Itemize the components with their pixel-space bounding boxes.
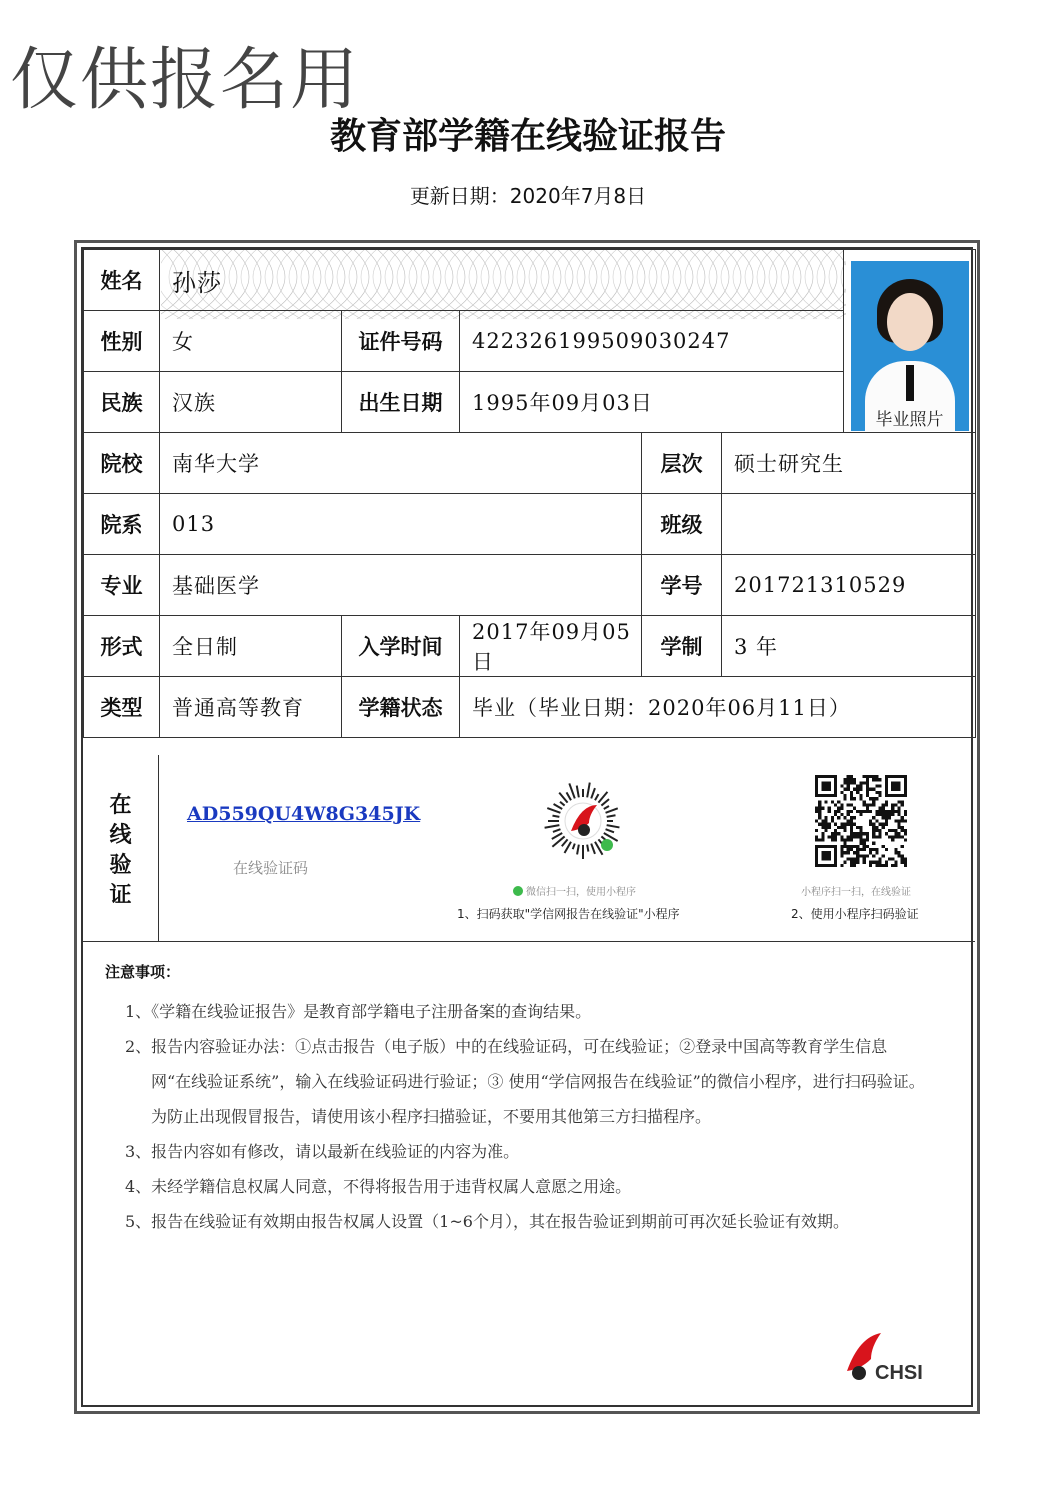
wechat-mini-program-code-icon: [537, 775, 629, 867]
chsi-logo-text: CHSI: [875, 1362, 923, 1384]
value-ethnicity: 汉族: [160, 372, 342, 433]
value-department: 013: [160, 494, 642, 555]
report-title: 教育部学籍在线验证报告: [329, 116, 726, 157]
notes-title: 注意事项：: [105, 963, 181, 981]
wechat-scan-hint: [513, 883, 636, 898]
label-department: 院系: [84, 494, 160, 555]
label-duration: 学制: [642, 616, 722, 677]
label-school: 院校: [84, 433, 160, 494]
student-info-table: [83, 249, 976, 738]
online-verify-section: [83, 755, 975, 942]
note-item: 4、未经学籍信息权属人同意，不得将报告用于违背权属人意愿之用途。: [125, 1177, 632, 1196]
label-ethnicity: 民族: [84, 372, 160, 433]
value-birth-date: 1995年09月03日: [460, 372, 844, 433]
verify-code-label: 在线验证码: [233, 859, 309, 877]
mini-program-scan-hint: 小程序扫一扫，在线验证: [801, 887, 911, 898]
label-type: 类型: [84, 677, 160, 738]
verify-code-link[interactable]: AD559QU4W8G345JK: [187, 803, 421, 825]
wechat-scan-hint-text: 微信扫一扫，使用小程序: [526, 887, 636, 898]
verify-step-2: 2、使用小程序扫码验证: [791, 907, 919, 921]
value-type: 普通高等教育: [160, 677, 342, 738]
label-major: 专业: [84, 555, 160, 616]
value-level: 硕士研究生: [722, 433, 976, 494]
label-gender: 性别: [84, 311, 160, 372]
label-form: 形式: [84, 616, 160, 677]
report-inner: [81, 247, 973, 1407]
value-class: [722, 494, 976, 555]
note-item: 2、报告内容验证办法：①点击报告（电子版）中的在线验证码，可在线验证；②登录中国高等教育学生信息网“在线验证系统”，输入在线验证码进行验证；③ 使用“学信网报告在线验证”的微信小程序，进行扫码验证。为防止出现假冒报告，请使用该小程序扫描验证，不要用其他第三方扫描程序。: [125, 1037, 925, 1126]
photo-cell: [844, 250, 976, 433]
value-form: 全日制: [160, 616, 342, 677]
value-enroll-date: 2017年09月05日: [460, 616, 642, 677]
verify-step-1: 1、扫码获取"学信网报告在线验证"小程序: [457, 907, 680, 921]
value-duration: 3 年: [722, 616, 976, 677]
label-birth-date: 出生日期: [342, 372, 460, 433]
report-frame: [74, 240, 980, 1414]
label-name: 姓名: [84, 250, 160, 311]
label-enroll-date: 入学时间: [342, 616, 460, 677]
value-id-number: 422326199509030247: [460, 311, 844, 372]
value-school: 南华大学: [160, 433, 642, 494]
note-item: 3、报告内容如有修改，请以最新在线验证的内容为准。: [125, 1142, 520, 1161]
value-name: 孙莎: [160, 250, 844, 311]
watermark: 仅供报名用: [10, 41, 361, 120]
chsi-logo-icon: [841, 1327, 937, 1387]
label-id-number: 证件号码: [342, 311, 460, 372]
update-date: 更新日期：2020年7月8日: [409, 184, 647, 208]
value-student-id: 201721310529: [722, 555, 976, 616]
qr-code-icon: [815, 775, 907, 867]
note-item: 5、报告在线验证有效期由报告权属人设置（1~6个月），其在报告验证到期前可再次延长验证有效期。: [125, 1212, 849, 1231]
note-item: 1、《学籍在线验证报告》是教育部学籍电子注册备案的查询结果。: [125, 1002, 592, 1021]
value-major: 基础医学: [160, 555, 642, 616]
photo-caption: 毕业照片: [875, 410, 944, 430]
label-status: 学籍状态: [342, 677, 460, 738]
value-gender: 女: [160, 311, 342, 372]
label-class: 班级: [642, 494, 722, 555]
label-level: 层次: [642, 433, 722, 494]
notes-section: [105, 961, 925, 1239]
wechat-icon: [513, 886, 523, 896]
verify-label: [83, 755, 159, 941]
label-student-id: 学号: [642, 555, 722, 616]
verify-label-text: 在 线 验 证: [109, 793, 132, 908]
value-status: 毕业（毕业日期：2020年06月11日）: [460, 677, 976, 738]
